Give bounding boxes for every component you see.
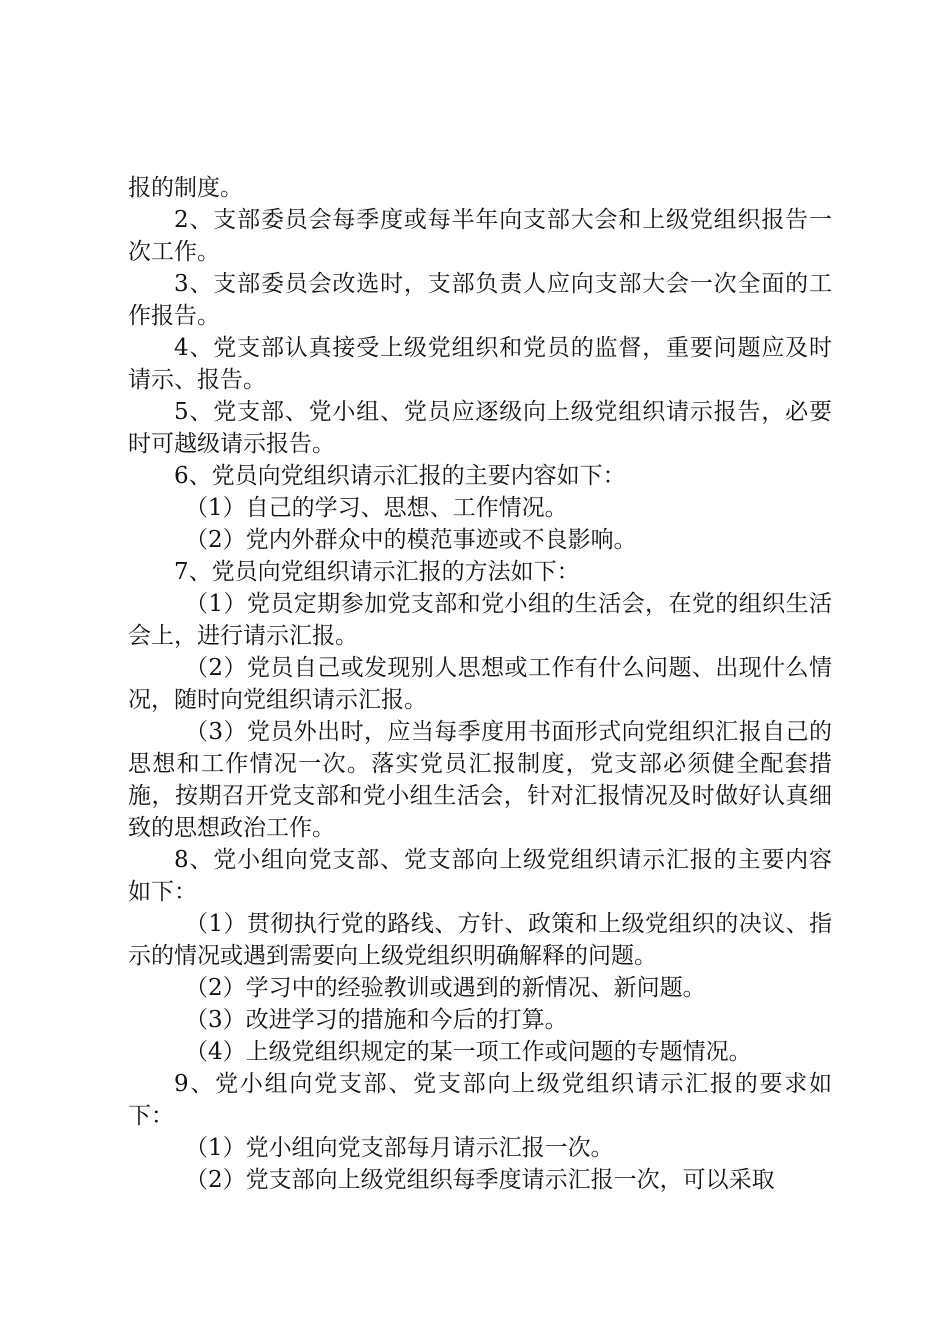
list-item: （3）改进学习的措施和今后的打算。 [185,1007,568,1033]
list-item: （2）学习中的经验教训或遇到的新情况、新问题。 [185,975,706,1001]
list-item: （2）党内外群众中的模范事迹或不良影响。 [185,527,637,553]
list-item: （2）党员自己或发现别人思想或工作有什么问题、出现什么情况，随时向党组织请示汇报。 [128,655,832,713]
list-item: （3）党员外出时，应当每季度用书面形式向党组织汇报自己的思想和工作情况一次。落实党员汇报制度，党支部必须健全配套措施，按期召开党支部和党小组生活会，针对汇报情况及时做好认真细致的思想政治工作。 [128,719,832,841]
paragraph: 3、支部委员会改选时，支部负责人应向支部大会一次全面的工作报告。 [128,271,832,329]
list-item: （1）贯彻执行党的路线、方针、政策和上级党组织的决议、指示的情况或遇到需要向上级党组织明确解释的问题。 [128,911,832,969]
list-item: （4）上级党组织规定的某一项工作或问题的专题情况。 [185,1039,752,1065]
list-item: （1）自己的学习、思想、工作情况。 [185,495,568,521]
paragraph: 报的制度。 [128,175,243,201]
document-body [128,172,832,1196]
list-item: （2）党支部向上级党组织每季度请示汇报一次，可以采取 [185,1167,775,1193]
paragraph: 6、党员向党组织请示汇报的主要内容如下： [174,463,626,489]
paragraph: 5、党支部、党小组、党员应逐级向上级党组织请示报告，必要时可越级请示报告。 [128,399,832,457]
paragraph: 7、党员向党组织请示汇报的方法如下： [174,559,580,585]
list-item: （1）党员定期参加党支部和党小组的生活会，在党的组织生活会上，进行请示汇报。 [128,591,832,649]
paragraph: 8、党小组向党支部、党支部向上级党组织请示汇报的主要内容如下： [128,847,832,905]
list-item: （1）党小组向党支部每月请示汇报一次。 [185,1135,614,1161]
paragraph: 4、党支部认真接受上级党组织和党员的监督，重要问题应及时请示、报告。 [128,335,832,393]
paragraph: 9、党小组向党支部、党支部向上级党组织请示汇报的要求如下： [128,1071,832,1129]
paragraph: 2、支部委员会每季度或每半年向支部大会和上级党组织报告一次工作。 [128,207,832,265]
